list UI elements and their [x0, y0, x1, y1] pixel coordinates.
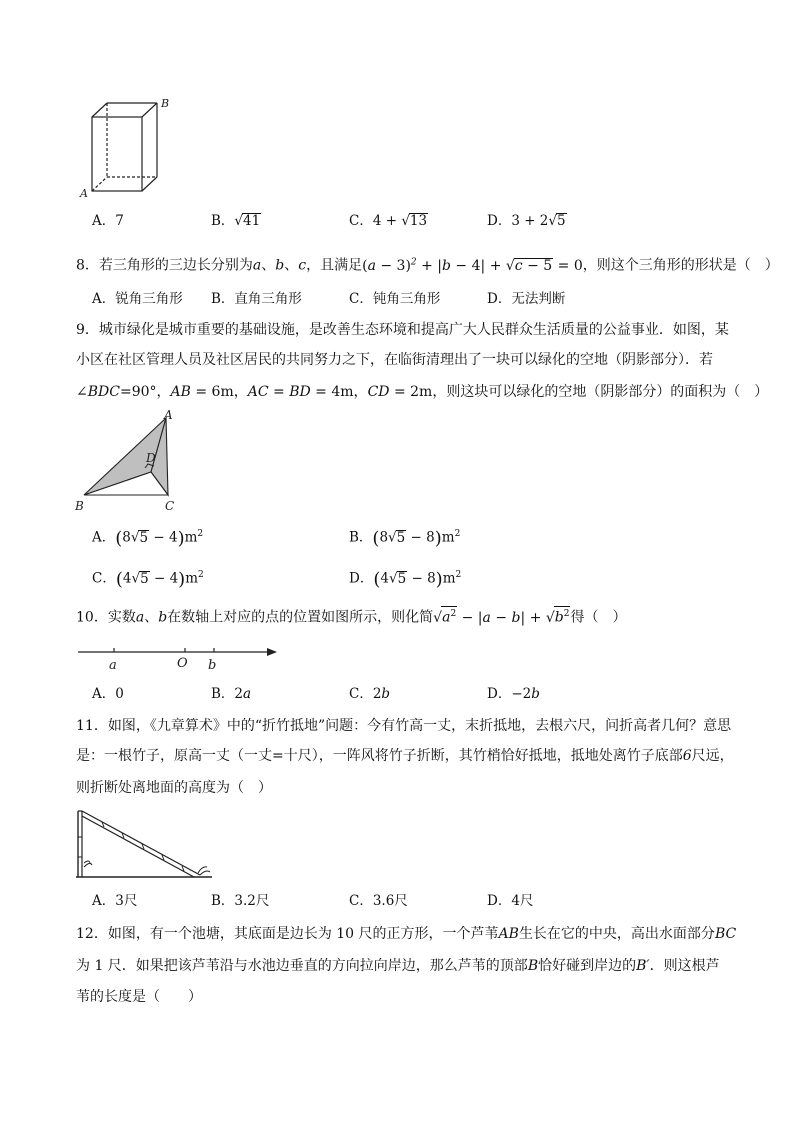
q8-equation: $(a - 3)^2 + |b - 4| + √c - 5 = 0$	[362, 257, 583, 274]
q7-option-c[interactable]: C．4 + √13	[349, 213, 428, 229]
prism-label-B: B	[161, 97, 170, 110]
number-line-figure	[74, 640, 280, 674]
q11-line-1: 11．如图，《九章算术》中的“折竹抵地”问题：今有竹高一丈，末折抵地，去根六尺，问折高者几何？意思	[76, 718, 732, 734]
q9-line-1: 9．城市绿化是城市重要的基础设施，是改善生态环境和提高广大人民群众生活质量的公益事业．如图，某	[76, 322, 729, 338]
fig9-label-A: A	[164, 408, 173, 422]
q7-option-a[interactable]: A．7	[92, 213, 124, 229]
prism-label-A: A	[80, 187, 88, 200]
q10-option-b[interactable]: B．2a	[211, 686, 252, 702]
q10-stem: 10．实数a、b在数轴上对应的点的位置如图所示，则化简$√a^2 - |a - b| + √b^2$得（ ）	[76, 606, 626, 628]
q7-option-d[interactable]: D．3 + 2√5	[487, 213, 566, 229]
q10-option-d[interactable]: D．−2b	[487, 686, 540, 702]
q10-option-a[interactable]: A．0	[92, 686, 124, 702]
axis-label-b: b	[208, 658, 217, 673]
q8-option-a[interactable]: A．锐角三角形	[92, 291, 183, 307]
green-space-figure	[72, 406, 184, 514]
q8-option-b[interactable]: B．直角三角形	[211, 291, 302, 307]
q11-option-b[interactable]: B．3.2尺	[211, 893, 270, 909]
axis-label-o: O	[177, 656, 188, 671]
broken-bamboo-figure	[72, 807, 218, 883]
q9-option-b[interactable]: B．$(8√5 - 8)m^2$	[349, 527, 461, 549]
q9-option-d[interactable]: D．$(4√5 - 8)m^2$	[349, 568, 462, 590]
q9-line-2: 小区在社区管理人员及社区居民的共同努力之下，在临街清理出了一块可以绿化的空地（阴影部分）．若	[76, 352, 713, 368]
q11-option-c[interactable]: C．3.6尺	[349, 893, 408, 909]
q10-option-c[interactable]: C．2b	[349, 686, 391, 702]
q7-option-b[interactable]: B．√41	[211, 213, 261, 229]
q8-option-c[interactable]: C．钝角三角形	[349, 291, 441, 307]
q10-expression: $√a^2 - |a - b| + √b^2$	[433, 610, 570, 626]
q11-line-3: 则折断处离地面的高度为（ ）	[76, 780, 272, 796]
q9-option-a[interactable]: A．$(8√5 - 4)m^2$	[92, 527, 204, 549]
q11-option-d[interactable]: D．4尺	[487, 893, 534, 909]
q12-line-2: 为 1 尺．如果把该芦苇沿与水池边垂直的方向拉向岸边，那么芦苇的顶部B恰好碰到岸边的B′．则这根芦	[76, 958, 720, 974]
prism-figure	[76, 96, 176, 200]
q11-option-a[interactable]: A．3尺	[92, 893, 138, 909]
q12-line-3: 苇的长度是（ ）	[76, 989, 202, 1005]
fig9-label-B: B	[75, 499, 84, 513]
fig9-label-C: C	[165, 499, 175, 513]
q8-stem: 8．若三角形的三边长分别为a、b、c，且满足$(a - 3)^2 + |b - 4| + √c - 5 = 0$，则这个三角形的形状是（ ）	[76, 257, 779, 274]
fig9-label-D: D	[146, 451, 156, 465]
q11-line-2: 是：一根竹子，原高一丈（一丈=十尺），一阵风将竹子折断，其竹梢恰好抵地，抵地处离竹子底部6尺远，	[76, 748, 734, 764]
axis-label-a: a	[109, 658, 117, 673]
q12-line-1: 12．如图，有一个池塘，其底面是边长为 10 尺的正方形，一个芦苇AB生长在它的中央，高出水面部分BC	[76, 926, 737, 942]
q8-option-d[interactable]: D．无法判断	[487, 291, 566, 307]
q9-option-c[interactable]: C．$(4√5 - 4)m^2$	[92, 568, 204, 590]
q9-line-3: ∠BDC=90°，AB = 6m，AC = BD = 4m，CD = 2m，则这块可以绿化的空地（阴影部分）的面积为（ ）	[76, 384, 769, 400]
